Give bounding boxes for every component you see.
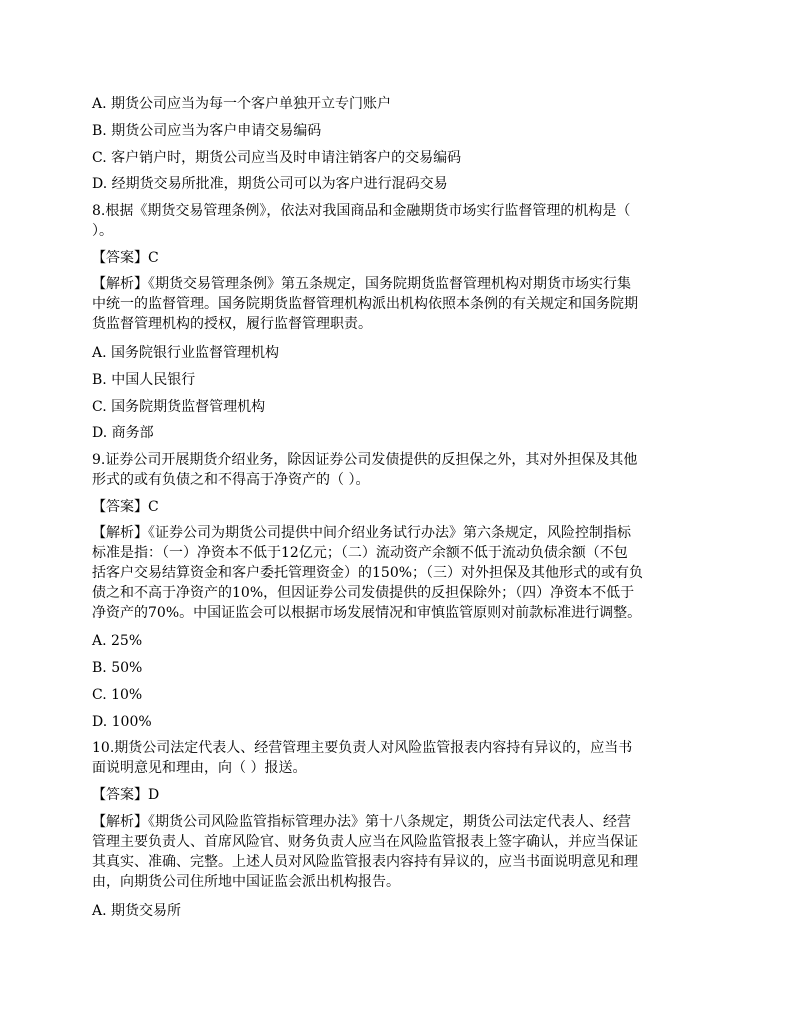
q10-analysis: 【解析】《期货公司风险监管指标管理办法》第十八条规定，期货公司法定代表人、经营 管理主要负责人、首席风险官、财务负责人应当在风险监管报表上签字确认，并应当保证 其真实、准确、完整。上述人员对风险监管报表内容持有异议的，应当书面说明意见和理 由，向期货公司住所地中国证监会派出机构报告。	[92, 814, 638, 890]
q8-answer: 【答案】C	[92, 250, 159, 266]
q7-option-c: C. 客户销户时，期货公司应当及时申请注销客户的交易编码	[92, 150, 462, 166]
q9-option-c: C. 10%	[92, 687, 143, 703]
q8-option-d: D. 商务部	[92, 425, 154, 441]
q7-option-d: D. 经期货交易所批准，期货公司可以为客户进行混码交易	[92, 176, 448, 192]
q8-analysis: 【解析】《期货交易管理条例》第五条规定，国务院期货监督管理机构对期货市场实行集 中统一的监督管理。国务院期货监督管理机构派出机构依照本条例的有关规定和国务院期 货监督管理机构的授权，履行监督管理职责。	[92, 276, 638, 332]
q8-option-b: B. 中国人民银行	[92, 372, 196, 388]
q10-question: 10.期货公司法定代表人、经营管理主要负责人对风险监管报表内容持有异议的，应当书 面说明意见和理由，向（ ）报送。	[92, 740, 633, 776]
q9-answer: 【答案】C	[92, 499, 159, 515]
q8-question: 8.根据《期货交易管理条例》，依法对我国商品和金融期货市场实行监督管理的机构是（ ）。	[92, 203, 631, 239]
q9-option-d: D. 100%	[92, 714, 152, 730]
q9-question: 9.证券公司开展期货介绍业务，除因证券公司发债提供的反担保之外，其对外担保及其他 形式的或有负债之和不得高于净资产的（ ）。	[92, 452, 638, 488]
q9-analysis: 【解析】《证券公司为期货公司提供中间介绍业务试行办法》第六条规定，风险控制指标 标准是指：（一）净资本不低于12亿元；（二）流动资产余额不低于流动负债余额（不包 括客户交易结算资金和客户委托管理资金）的150%；（三）对外担保及其他形式的或有负 债之和不高于净资产的10%，但因证券公司发债提供的反担保除外；（四）净资本不低于 净资产的70%。中国证监会可以根据市场发展情况和审慎监管原则对前款标准进行调整。	[92, 525, 644, 621]
q9-option-b: B. 50%	[92, 660, 143, 676]
q10-option-a: A. 期货交易所	[92, 903, 182, 919]
q7-option-a: A. 期货公司应当为每一个客户单独开立专门账户	[92, 96, 392, 112]
q8-option-c: C. 国务院期货监督管理机构	[92, 399, 266, 415]
q7-option-b: B. 期货公司应当为客户申请交易编码	[92, 123, 322, 139]
q9-option-a: A. 25%	[92, 633, 143, 649]
q10-answer: 【答案】D	[92, 787, 160, 803]
q8-option-a: A. 国务院银行业监督管理机构	[92, 345, 280, 361]
